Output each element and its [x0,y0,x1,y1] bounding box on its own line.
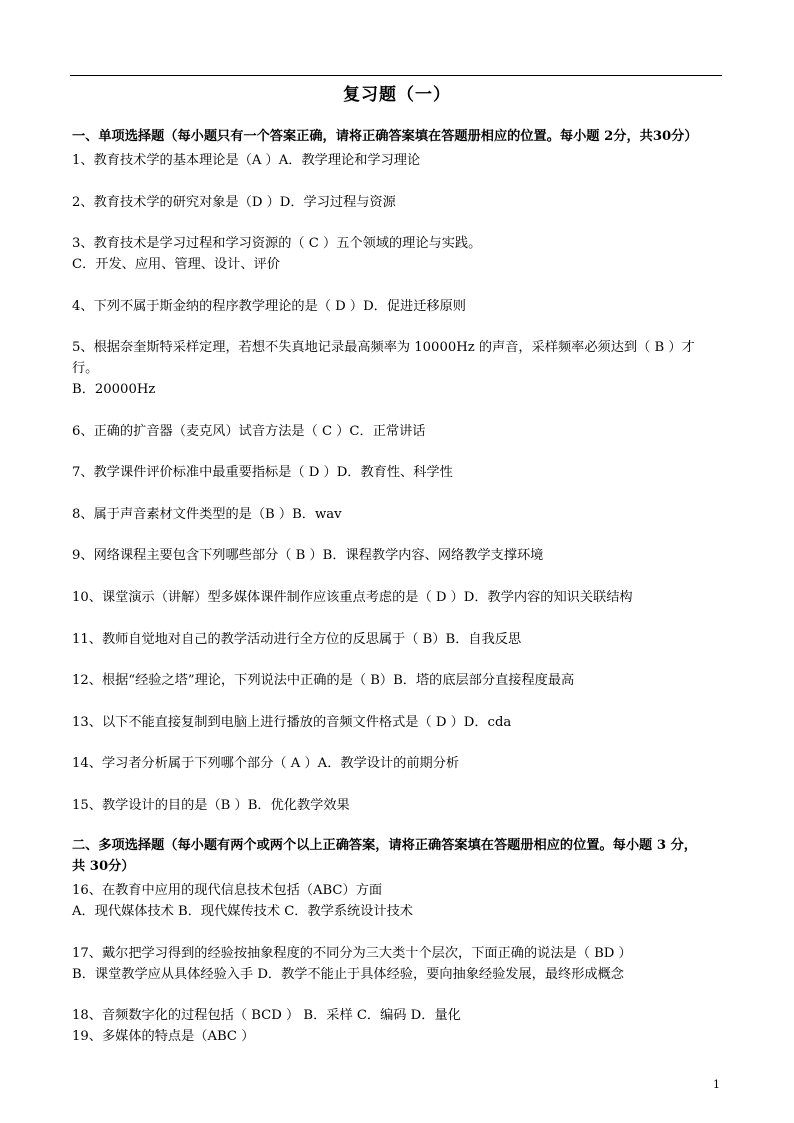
question-17: 17、戴尔把学习得到的经验按抽象程度的不同分为三大类十个层次，下面正确的说法是（ BD ） [72,946,632,961]
page-number: 1 [713,1078,720,1091]
question-1: 1、教育技术学的基本理论是（A ）A．教学理论和学习理论 [72,153,421,168]
question-13: 13、以下不能直接复制到电脑上进行播放的音频文件格式是（ D ）D．cda [72,715,512,730]
page-title: 复习题（一） [343,85,451,105]
question-9: 9、网络课程主要包含下列哪些部分（ B ）B．课程教学内容、网络教学支撑环境 [72,548,544,563]
question-10: 10、课堂演示（讲解）型多媒体课件制作应该重点考虑的是（ D ）D．教学内容的知识关联结构 [72,590,633,605]
question-18: 18、音频数字化的过程包括（ BCD ） B．采样 C．编码 D．量化 [72,1008,461,1023]
header-rule [70,75,722,76]
question-5-line1: 5、根据奈奎斯特采样定理，若想不失真地记录最高频率为 10000Hz 的声音，采样频率必须达到（ B ）才 [72,340,695,355]
question-8: 8、属于声音素材文件类型的是（B ）B．wav [72,507,342,522]
question-12: 12、根据“经验之塔”理论，下列说法中正确的是（ B）B．塔的底层部分直接程度最高 [72,673,575,688]
question-19: 19、多媒体的特点是（ABC ） [72,1029,255,1044]
question-6: 6、正确的扩音器（麦克风）试音方法是（ C ）C．正常讲话 [72,424,426,439]
question-2: 2、教育技术学的研究对象是（D ）D．学习过程与资源 [72,195,396,210]
section2-heading-line1: 二、多项选择题（每小题有两个或两个以上正确答案，请将正确答案填在答题册相应的位置。每小题 3 分， [72,838,697,853]
question-3-answer: C．开发、应用、管理、设计、评价 [72,257,280,272]
question-5-line2: 行。 [72,361,99,376]
question-15: 15、教学设计的目的是（B ）B．优化教学效果 [72,798,350,813]
question-14: 14、学习者分析属于下列哪个部分（ A ）A．教学设计的前期分析 [72,756,460,771]
question-16: 16、在教育中应用的现代信息技术包括（ABC）方面 [72,883,383,898]
question-16-answer: A．现代媒体技术 B．现代媒传技术 C．教学系统设计技术 [72,904,413,919]
question-11: 11、教师自觉地对自己的教学活动进行全方位的反思属于（ B）B．自我反思 [72,632,522,647]
question-7: 7、教学课件评价标准中最重要指标是（ D ）D．教育性、科学性 [72,465,453,480]
question-17-answer: B．课堂教学应从具体经验入手 D．教学不能止于具体经验，要向抽象经验发展，最终形成概念 [72,967,624,982]
section2-heading-line2: 共 30分） [72,859,135,874]
question-5-answer: B．20000Hz [72,382,156,397]
section1-heading: 一、单项选择题（每小题只有一个答案正确，请将正确答案填在答题册相应的位置。每小题 2分，共30分） [72,129,698,144]
question-4: 4、下列不属于斯金纳的程序教学理论的是（ D ）D．促进迁移原则 [72,299,466,314]
question-3: 3、教育技术是学习过程和学习资源的（ C ）五个领域的理论与实践。 [72,236,482,251]
